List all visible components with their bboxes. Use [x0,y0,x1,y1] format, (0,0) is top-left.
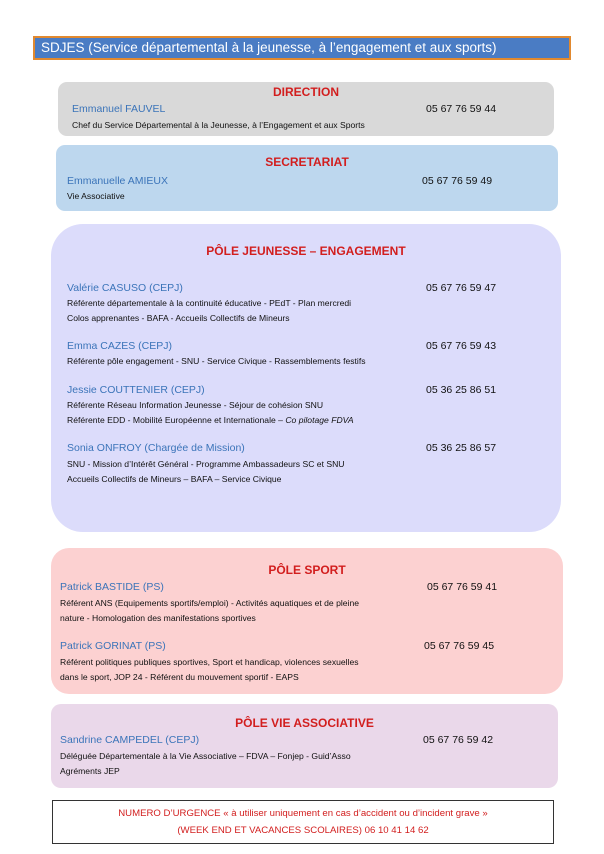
secretariat-section [56,145,558,211]
contact-name: Jessie COUTTENIER (CEPJ) [67,384,205,396]
contact-desc-line: dans le sport, JOP 24 - Référent du mouvement sportif - EAPS [60,672,299,682]
sport-title: PÔLE SPORT [268,563,346,577]
jeunesse-section [51,224,561,532]
contact-name: Patrick GORINAT (PS) [60,640,166,652]
secretariat-name: Emmanuelle AMIEUX [67,175,168,187]
direction-name: Emmanuel FAUVEL [72,103,166,115]
direction-section [58,82,554,136]
contact-phone: 05 67 76 59 42 [423,734,494,746]
contact-phone: 05 36 25 86 57 [426,442,497,454]
contact-phone: 05 67 76 59 47 [426,282,497,294]
contact-desc-line: Référente pôle engagement - SNU - Service Civique - Rassemblements festifs [67,356,366,366]
secretariat-phone: 05 67 76 59 49 [422,175,493,187]
contact-desc-line: Référent politiques publiques sportives, Sport et handicap, violences sexuelles [60,657,359,667]
contact-name: Sandrine CAMPEDEL (CEPJ) [60,734,200,746]
contact-name: Valérie CASUSO (CEPJ) [67,282,183,294]
emergency-number-box [52,800,554,844]
contact-desc-line: nature - Homologation des manifestations sportives [60,613,256,623]
contact-desc-text: Référente EDD - Mobilité Européenne et Internationale – [67,415,286,425]
contact-name: Emma CAZES (CEPJ) [67,340,173,352]
direction-desc: Chef du Service Départemental à la Jeunesse, à l’Engagement et aux Sports [72,120,365,130]
contact-desc-line: Référente Réseau Information Jeunesse - Séjour de cohésion SNU [67,400,324,410]
contact-desc-line: Colos apprenantes - BAFA - Accueils Collectifs de Mineurs [67,313,290,323]
contact-phone: 05 67 76 59 41 [427,581,498,593]
contact-name: Patrick BASTIDE (PS) [60,581,164,593]
sport-section [51,548,563,694]
contact-desc-line: Accueils Collectifs de Mineurs – BAFA – Service Civique [67,474,282,484]
contact-desc-line: Agréments JEP [60,766,120,776]
vie-associative-section [51,704,558,788]
contact-phone: 05 36 25 86 51 [426,384,497,396]
contact-desc-line: Référente départementale à la continuité éducative - PEdT - Plan mercredi [67,298,352,308]
contact-name: Sonia ONFROY (Chargée de Mission) [67,442,245,454]
vie-associative-title: PÔLE VIE ASSOCIATIVE [235,716,374,730]
contact-phone: 05 67 76 59 45 [424,640,495,652]
direction-phone: 05 67 76 59 44 [426,103,497,115]
emergency-line-2: (WEEK END ET VACANCES SCOLAIRES) 06 10 41 14 62 [177,825,429,836]
contact-desc-line: SNU - Mission d’Intérêt Général - Programme Ambassadeurs SC et SNU [67,459,345,469]
contact-phone: 05 67 76 59 43 [426,340,497,352]
page-title: SDJES (Service départemental à la jeunesse, à l’engagement et aux sports) [33,36,571,60]
contact-desc-line: Déléguée Départementale à la Vie Associative – FDVA – Fonjep - Guid’Asso [60,751,351,761]
contact-desc-italic: Co pilotage FDVA [285,415,354,425]
secretariat-desc: Vie Associative [67,191,125,201]
contact-desc-line [67,413,354,428]
emergency-line-1: NUMERO D’URGENCE « à utiliser uniquement en cas d’accident ou d’incident grave » [118,808,488,819]
direction-title: DIRECTION [273,85,339,99]
jeunesse-title: PÔLE JEUNESSE – ENGAGEMENT [206,244,406,258]
contact-desc-line: Référent ANS (Equipements sportifs/emploi) - Activités aquatiques et de pleine [60,598,360,608]
secretariat-title: SECRETARIAT [265,155,349,169]
